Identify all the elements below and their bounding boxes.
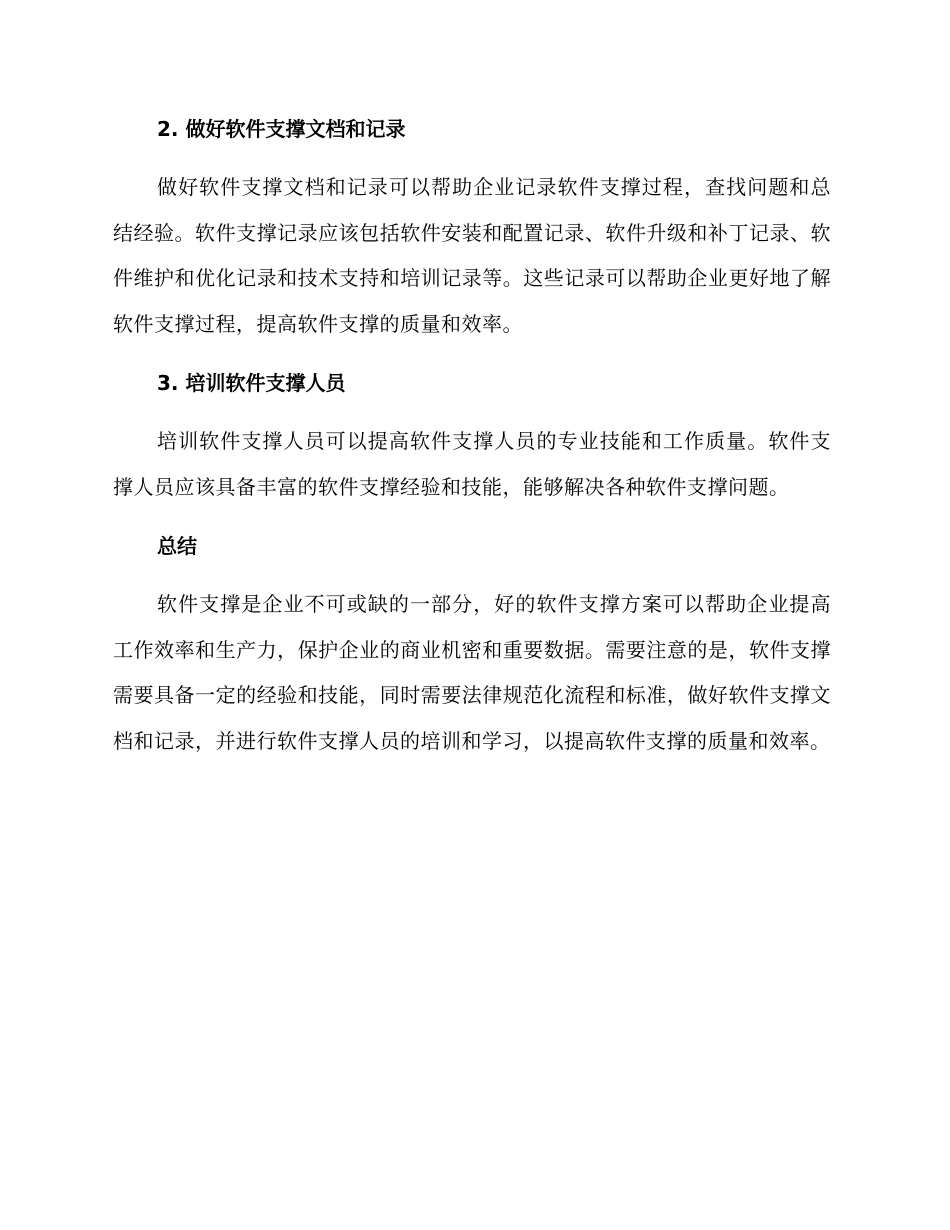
- section-heading-documentation: 2. 做好软件支撑文档和记录: [157, 117, 406, 141]
- section-paragraph-summary: 软件支撑是企业不可或缺的一部分，好的软件支撑方案可以帮助企业提高工作效率和生产力，保护企业的商业机密和重要数据。需要注意的是，软件支撑需要具备一定的经验和技能，同时需要法律规范化流程和标准，做好软件支撑文档和记录，并进行软件支撑人员的培训和学习，以提高软件支撑的质量和效率。: [113, 592, 831, 753]
- section-paragraph-training: 培训软件支撑人员可以提高软件支撑人员的专业技能和工作质量。软件支撑人员应该具备丰富的软件支撑经验和技能，能够解决各种软件支撑问题。: [113, 429, 831, 499]
- section-heading-training: 3. 培训软件支撑人员: [157, 371, 346, 395]
- section-paragraph-documentation: 做好软件支撑文档和记录可以帮助企业记录软件支撑过程，查找问题和总结经验。软件支撑记录应该包括软件安装和配置记录、软件升级和补丁记录、软件维护和优化记录和技术支持和培训记录等。这些记录可以帮助企业更好地了解软件支撑过程，提高软件支撑的质量和效率。: [113, 175, 831, 336]
- document-body: [113, 107, 831, 764]
- section-heading-summary: 总结: [157, 534, 197, 558]
